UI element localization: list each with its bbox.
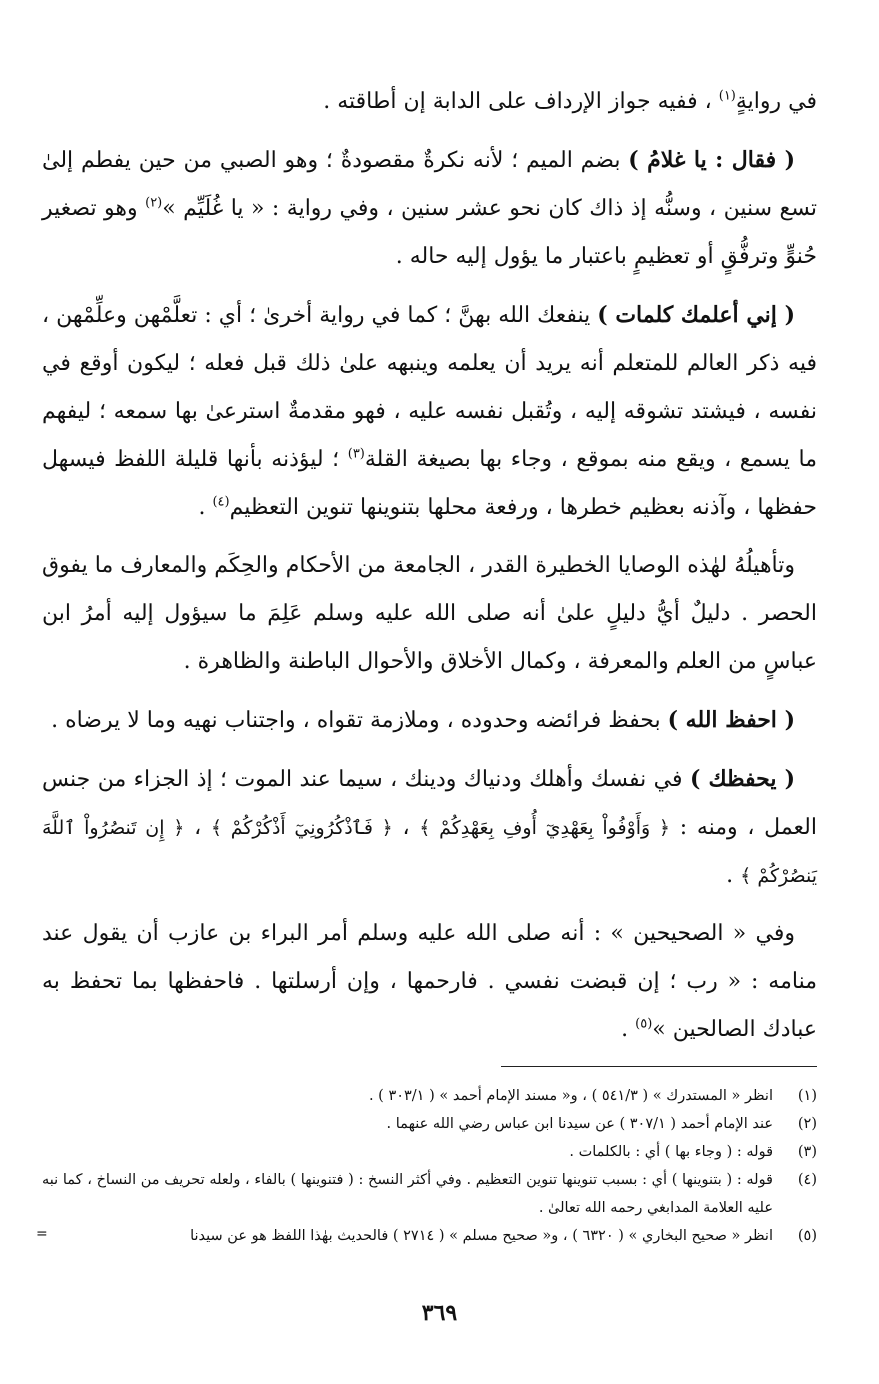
page-number: ٣٦٩ (421, 1300, 458, 1326)
text-run: بحفظ فرائضه وحدوده ، وملازمة تقواه ، واجتناب نهيه وما لا يرضاه . (51, 708, 668, 733)
paragraph (42, 291, 817, 532)
footnote-reference: (٣) (347, 446, 365, 462)
text-run: وفي « الصحيحين » : أنه صلى الله عليه وسلم أمر البراء بن عازب أن يقول عند منامه : « رب ؛ إن قبضت نفسي . فارحمها ، وإن أرسلتها . فاحفظها بما تحفظ به عبادك الصالحين » (42, 921, 817, 1042)
footnote-text: انظر « صحيح البخاري » ( ٦٣٢٠ ) ، و« صحيح مسلم » ( ٢٧١٤ ) فالحديث بهٰذا اللفظ هو عن سيدنا (190, 1228, 773, 1244)
text-run: ينفعك الله بهنَّ ؛ كما في رواية أخرىٰ ؛ أي : تعلَّمْهن وعلِّمْهن ، فيه ذكر العالم للمتعلم أنه يريد أن يعلمه وينبهه علىٰ ذلك قبل فعله ؛ ليكون أوقع في نفسه ، فيشتد تشوقه إليه ، وتُقبل نفسه عليه ، فهو مقدمةٌ استرعىٰ بها سمعه ؛ ليفهم ما يسمع ، ويقع منه بموقع ، وجاء بها بصيغة القلة (42, 303, 817, 472)
footnote-item (42, 1082, 817, 1110)
paragraph (42, 136, 817, 281)
footnote-number: (٢) (797, 1116, 817, 1132)
footnote-text: انظر « المستدرك » ( ٥٤١/٣ ) ، و« مسند الإمام أحمد » ( ٣٠٣/١ ) . (368, 1088, 773, 1104)
text-run: وتأهيلُهُ لهٰذه الوصايا الخطيرة القدر ، الجامعة من الأحكام والحِكَم والمعارف ما يفوق الحصر . دليلٌ أيُّ دليلٍ علىٰ أنه صلى الله عليه وسلم عَلِمَ ما سيؤول إليه أمرُ ابن عباسٍ من العلم والمعرفة ، وكمال الأخلاق والأحوال الباطنة والظاهرة . (42, 553, 817, 674)
footnote-text: قوله : ( بتنوينها ) أي : بسبب تنوينها تنوين التعظيم . وفي أكثر النسخ : ( فتنوينها ) بالفاء ، ولعله تحريف من النساخ ، كما نبه عليه العلامة المدابغي رحمه الله تعالىٰ . (42, 1172, 773, 1216)
text-run: في روايةٍ (735, 89, 817, 114)
paragraph (42, 696, 817, 745)
text-run: وهو تصغير حُنوٍّ وترفُّقٍ أو تعظيمٍ باعتبار ما يؤول إليه حاله . (42, 196, 817, 269)
footnote-reference: (٥) (635, 1016, 653, 1032)
paragraph (42, 542, 817, 686)
paragraph (42, 910, 817, 1054)
text-run: ، (184, 815, 211, 840)
footnote-item (42, 1222, 817, 1250)
footnote-number: (١) (797, 1088, 817, 1104)
footnote-text: قوله : ( وجاء بها ) أي : بالكلمات . (569, 1144, 773, 1160)
footnote-reference: (٢) (145, 195, 163, 211)
footnote-number: (٥) (797, 1228, 817, 1244)
quran-verse: ﴿ فَٱذْكُرُونِيٓ أَذْكُرْكُمْ ﴾ (210, 817, 393, 839)
footnote-reference: (١) (718, 88, 736, 104)
footnote-reference: (٤) (212, 494, 230, 510)
footnote-separator (501, 1066, 817, 1067)
text-run: بضم الميم ؛ لأنه نكرةٌ مقصودةٌ ؛ وهو الصبي من حين يفطم إلىٰ تسع سنين ، وسنُّه إذ ذاك كان نحو عشر سنين ، وفي رواية : « يا غُلَيِّم » (42, 148, 817, 221)
hadith-phrase: ( فقال : يا غلامُ ) (628, 147, 795, 173)
footnotes-list (42, 1082, 817, 1250)
footnote-item (42, 1138, 817, 1166)
footnote-number: (٣) (797, 1144, 817, 1160)
text-run: ، ففيه جواز الإرداف على الدابة إن أطاقته . (323, 89, 719, 114)
paragraph (42, 78, 817, 126)
text-run: في نفسك وأهلك ودنياك ودينك ، سيما عند الموت ؛ إذ الجزاء من جنس العمل ، ومنه : (42, 767, 817, 840)
paragraph (42, 755, 817, 900)
text-run: . (198, 495, 213, 520)
footnote-text: عند الإمام أحمد ( ٣٠٧/١ ) عن سيدنا ابن عباس رضي الله عنهما . (386, 1116, 773, 1132)
text-run: . (621, 1017, 636, 1042)
footnote-number: (٤) (797, 1172, 817, 1188)
quran-verse: ﴿ وَأَوْفُواْ بِعَهْدِيٓ أُوفِ بِعَهْدِكُمْ ﴾ (419, 817, 671, 839)
hadith-phrase: ( إني أعلمك كلمات ) (597, 302, 795, 328)
text-run: ، (392, 815, 420, 840)
footnote-item (42, 1110, 817, 1138)
text-run: ؛ ليؤذنه بأنها قليلة اللفظ فيسهل حفظها ، وآذنه بعظيم خطرها ، ورفعة محلها بتنوينها تنوين التعظيم (42, 447, 817, 520)
continuation-mark: = (36, 1226, 48, 1242)
hadith-phrase: ( احفظ الله ) (667, 707, 795, 733)
footnote-item (42, 1166, 817, 1222)
hadith-phrase: ( يحفظك ) (689, 766, 795, 792)
quran-verse: ﴿ إِن تَنصُرُواْ ٱللَّهَ يَنصُرْكُمْ ﴾ (42, 817, 817, 887)
text-run: . (726, 863, 741, 888)
main-text (42, 78, 817, 1064)
